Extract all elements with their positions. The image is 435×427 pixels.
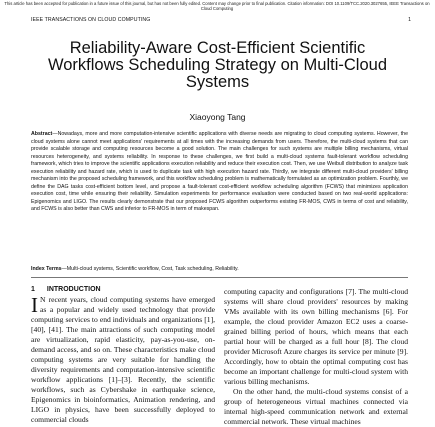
intro-left-column — [31, 295, 215, 425]
paper-title: Reliability-Aware Cost-Efficient Scientific Workflows Scheduling Strategy on Multi-Cloud Systems — [47, 39, 387, 91]
section-heading — [31, 286, 101, 293]
journal-name: IEEE TRANSACTIONS ON CLOUD COMPUTING — [31, 17, 151, 23]
intro-right-paragraph-2: On the other hand, the multi-cloud systems consist of a group of heterogeneous virtual machines connected via internal high-speed communication network and external commercial network. These virtual machines — [224, 387, 408, 426]
section-title: INTRODUCTION — [46, 286, 101, 293]
index-terms-label: Index Terms — [31, 266, 62, 272]
abstract — [31, 131, 408, 214]
intro-right-paragraph-1: computing capacity and configurations [7]. The multi-cloud systems will share cloud providers' resources by making VMs available with its own billing mechanisms [6]. For example, the cloud provider Amazon EC2 uses a coarse-grained billing period of hours, which means that each partial hour will be charged as a full hour [8]. The cloud provider Microsoft Azure charges its service per minute [9]. Accordingly, how to obtain the optimal computing cost has become an important challenge for multi-cloud system with various billing mechanisms. — [224, 287, 408, 386]
index-terms — [31, 266, 408, 273]
drop-cap: I — [31, 293, 38, 317]
index-terms-text: —Multi-cloud systems, Scientific workflow, Cost, Task scheduling, Reliability. — [61, 266, 239, 272]
page-number: 1 — [408, 17, 411, 23]
author-name: Xiaoyong Tang — [189, 112, 246, 122]
intro-left-text: recent years, cloud computing systems have emerged as a popular and widely used technology that provide computing services to end individuals and organizations [1], [40], [41]. The main attractions of such computing model are virtualization, rapid elasticity, pay-as-you-use, on-demand access, and so on. These characteristics make cloud computing systems are very suitable for handling the diversity requirements and computation-intensive scientific workflow applications [1]–[3]. Recently, the scientific workflows, such as Cybershake in earthquake science, Epigenomics in bioinformatics, Animation rendering, and LIGO in physics, have been successfully deployed to commercial clouds — [31, 295, 215, 424]
abstract-label: Abstract — [31, 131, 53, 137]
drop-cap-rest: N — [40, 295, 46, 304]
section-number: 1 — [31, 286, 35, 293]
publication-notice: This article has been accepted for publication in a future issue of this journal, but has not been fully edited. Content may change prior to final publication. Citation information: DOI 10.1109/TCC.2020.3027655, IEEE Transactions on Cloud Computing — [4, 1, 430, 11]
intro-right-column — [224, 287, 408, 427]
section-divider — [31, 277, 408, 278]
abstract-text: —Nowadays, more and more computation-intensive scientific applications with diverse needs are migrating to cloud computing systems. However, the cloud systems alone cannot meet applications' requirements at all times with the increasing demands from users. Therefore, the multi-cloud systems that can provide scalable storage and computing resources become a good solution. The main challenges for such systems are multiple billing mechanisms, virtual resources heterogeneity, and systems reliability. In response to these challenges, we first build a multi-cloud systems fault-tolerant workflow scheduling framework, which tries to improve the scientific applications execution reliability and reduce their execution cost. Then, we use Weibull distribution to analyze task execution reliability and hazard rate, which is used to duplicate task with high execution hazard rate. Thirdly, we integrate different multi-cloud providers' billing mechanism into the proposed scheduling framework, and this workflow scheduling problem is mathematically formulated as an optimization problem. Fourthly, we define the DAG tasks cost-efficient bottom level, and propose a fault-tolerant cost-efficient workflow scheduling algorithm (FCWS) that minimizes application execution cost, time while ensuring their reliability. Simulation experiments for performance evaluation were conducted based on two real-world applications: Epigenomics and LIGO. The results clearly demonstrate that our proposed FCWS algorithm outperforms existing FR-MOS, CWS in terms of cost and reliability, and FCWS is also better than CWS and inferior to FR-MOS in term of makespan. — [31, 131, 408, 213]
